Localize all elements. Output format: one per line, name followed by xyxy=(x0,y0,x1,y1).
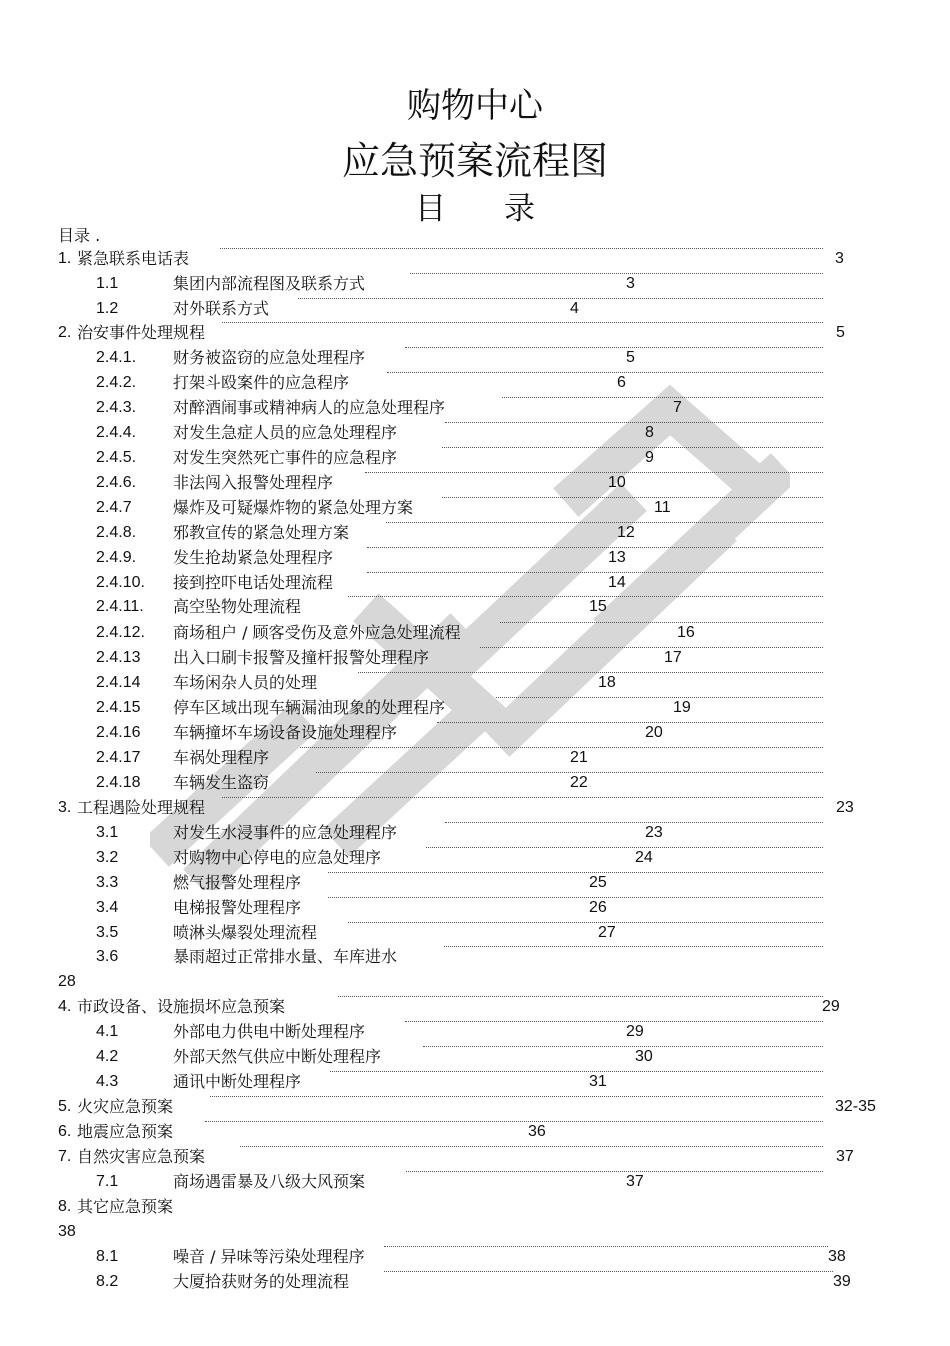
toc-entry-number: 2.4.18 xyxy=(96,774,141,791)
dot-leader xyxy=(210,1096,823,1097)
dot-leader xyxy=(386,522,823,523)
toc-entry-page: 28 xyxy=(58,973,76,990)
toc-entry-page: 11 xyxy=(654,499,671,516)
dot-leader xyxy=(330,1071,823,1072)
toc-entry-number: 3.4 xyxy=(96,899,119,916)
toc-entry xyxy=(0,298,950,320)
toc-entry xyxy=(0,322,950,344)
toc-entry-page: 27 xyxy=(598,924,616,941)
toc-entry xyxy=(0,522,950,544)
toc-entry-page: 3 xyxy=(835,250,844,267)
toc-entry-title: 市政设备、设施损坏应急预案 xyxy=(77,997,286,1016)
toc-entry-number: 8.2 xyxy=(96,1273,119,1290)
toc-entry-page: 22 xyxy=(570,774,588,791)
toc-entry-number: 3.1 xyxy=(96,824,119,841)
toc-entry-title: 对外联系方式 xyxy=(173,299,270,318)
toc-entry xyxy=(0,422,950,444)
toc-entry-title: 财务被盗窃的应急处理程序 xyxy=(173,348,366,367)
toc-entry xyxy=(0,1046,950,1068)
toc-entry-number: 2. xyxy=(58,324,72,341)
toc-entry-page: 21 xyxy=(570,749,588,766)
toc-entry-number: 8. xyxy=(58,1198,72,1215)
toc-entry-page: 26 xyxy=(589,899,607,916)
toc-entry-title: 自然灾害应急预案 xyxy=(77,1147,206,1166)
toc-entry-page: 29 xyxy=(626,1023,644,1040)
toc-entry-page: 30 xyxy=(635,1048,653,1065)
toc-entry xyxy=(0,847,950,869)
toc-entry-number: 2.4.4. xyxy=(96,424,137,441)
toc-entry-number: 5. xyxy=(58,1098,72,1115)
toc-entry xyxy=(0,797,950,819)
dot-leader xyxy=(384,1246,828,1247)
dot-leader xyxy=(367,547,823,548)
toc-entry-title: 对发生突然死亡事件的应急程序 xyxy=(173,448,398,467)
toc-entry xyxy=(0,697,950,719)
dot-leader xyxy=(298,298,823,299)
toc-entry-title: 电梯报警处理程序 xyxy=(173,898,302,917)
toc-entry-title: 非法闯入报警处理程序 xyxy=(173,473,334,492)
toc-entry-title: 接到控吓电话处理流程 xyxy=(173,573,334,592)
toc-entry xyxy=(0,1071,950,1093)
toc-entry-title: 燃气报警处理程序 xyxy=(173,873,302,892)
toc-entry-number: 2.4.3. xyxy=(96,399,137,416)
toc-entry-number: 2.4.12. xyxy=(96,624,145,641)
toc-entry-title: 治安事件处理规程 xyxy=(77,323,206,342)
toc-entry-page: 14 xyxy=(608,574,626,591)
toc-entry-page: 17 xyxy=(664,649,682,666)
toc-entry-number: 4.1 xyxy=(96,1023,119,1040)
toc-entry-page: 32-35 xyxy=(835,1098,876,1115)
toc-entry xyxy=(0,672,950,694)
toc-entry-page: 6 xyxy=(617,374,626,391)
toc-entry-number: 4.2 xyxy=(96,1048,119,1065)
dot-leader xyxy=(365,472,823,473)
toc-entry-page: 19 xyxy=(673,699,691,716)
toc-entry-page: 25 xyxy=(589,874,607,891)
toc-entry-title: 车辆发生盗窃 xyxy=(173,773,270,792)
dot-leader xyxy=(222,322,823,323)
contents-title: 目录 xyxy=(415,191,593,227)
toc-entry xyxy=(0,722,950,744)
toc-entry-title: 打架斗殴案件的应急程序 xyxy=(173,373,350,392)
toc-entry-title: 火灾应急预案 xyxy=(77,1097,174,1116)
toc-entry-page: 10 xyxy=(608,474,626,491)
toc-entry-number: 7.1 xyxy=(96,1173,119,1190)
dot-leader xyxy=(348,596,823,597)
toc-entry xyxy=(0,273,950,295)
toc-entry xyxy=(0,447,950,469)
toc-entry-number: 2.4.17 xyxy=(96,749,141,766)
toc-entry-title: 其它应急预案 xyxy=(77,1197,174,1216)
toc-entry xyxy=(0,472,950,494)
toc-entry-number: 2.4.1. xyxy=(96,349,137,366)
dot-leader xyxy=(405,1021,823,1022)
toc-entry-title: 对醉酒闹事或精神病人的应急处理程序 xyxy=(173,398,446,417)
toc-entry-title: 通讯中断处理程序 xyxy=(173,1072,302,1091)
toc-entry-title: 商场遇雷暴及八级大风预案 xyxy=(173,1172,366,1191)
dot-leader xyxy=(445,422,823,423)
toc-entry-number: 1.1 xyxy=(96,275,119,292)
toc-entry-page: 38 xyxy=(58,1223,76,1240)
toc-entry xyxy=(0,547,950,569)
dot-leader xyxy=(300,747,823,748)
toc-entry-number: 2.4.13 xyxy=(96,649,141,666)
toc-entry-page: 37 xyxy=(836,1148,854,1165)
toc-entry-number: 2.4.6. xyxy=(96,474,137,491)
toc-entry xyxy=(0,897,950,919)
toc-entry xyxy=(0,372,950,394)
dot-leader xyxy=(442,497,823,498)
toc-entry-number: 4.3 xyxy=(96,1073,119,1090)
toc-entry-page: 15 xyxy=(589,598,607,615)
toc-entry-number: 3.2 xyxy=(96,849,119,866)
toc-entry-number: 2.4.10. xyxy=(96,574,145,591)
dot-leader xyxy=(405,347,823,348)
toc-entry-number: 8.1 xyxy=(96,1248,119,1265)
toc-entry-number: 7. xyxy=(58,1148,72,1165)
toc-entry-number: 6. xyxy=(58,1123,72,1140)
toc-entry-page: 20 xyxy=(645,724,663,741)
toc-entry xyxy=(0,1121,950,1143)
toc-heading: 目录 . xyxy=(58,226,101,245)
toc-entry-page: 9 xyxy=(645,449,654,466)
toc-entry-page: 38 xyxy=(828,1248,846,1265)
toc-entry xyxy=(0,1171,950,1193)
toc-entry-title: 对发生急症人员的应急处理程序 xyxy=(173,423,398,442)
dot-leader xyxy=(496,697,823,698)
dot-leader xyxy=(437,722,823,723)
toc-entry-page: 37 xyxy=(626,1173,644,1190)
dot-leader xyxy=(328,872,823,873)
toc-entry xyxy=(0,971,950,993)
dot-leader xyxy=(387,372,823,373)
dot-leader xyxy=(500,622,823,623)
toc-entry-number: 2.4.7 xyxy=(96,499,132,516)
dot-leader xyxy=(328,897,823,898)
toc-entry-title: 紧急联系电话表 xyxy=(77,249,190,268)
toc-entry xyxy=(0,622,950,644)
toc-entry-page: 23 xyxy=(645,824,663,841)
toc-entry xyxy=(0,822,950,844)
toc-entry-number: 3.6 xyxy=(96,948,119,965)
toc-entry-page: 4 xyxy=(570,300,579,317)
toc-entry-number: 2.4.15 xyxy=(96,699,141,716)
toc-entry-title: 集团内部流程图及联系方式 xyxy=(173,274,366,293)
toc-entry-page: 7 xyxy=(673,399,682,416)
dot-leader xyxy=(406,1171,823,1172)
toc-entry-number: 2.4.2. xyxy=(96,374,137,391)
toc-entry-page: 31 xyxy=(589,1073,607,1090)
toc-entry-page: 36 xyxy=(528,1123,546,1140)
toc-entry xyxy=(0,772,950,794)
toc-entry-title: 车场闲杂人员的处理 xyxy=(173,673,318,692)
toc-entry-title: 高空坠物处理流程 xyxy=(173,597,302,616)
toc-entry-title: 商场租户 / 顾客受伤及意外应急处理流程 xyxy=(173,623,461,642)
document-title: 购物中心 xyxy=(407,86,543,126)
toc-entry xyxy=(0,872,950,894)
dot-leader xyxy=(445,822,823,823)
dot-leader xyxy=(348,922,823,923)
toc-entry xyxy=(0,572,950,594)
toc-entry xyxy=(0,647,950,669)
toc-entry-number: 1.2 xyxy=(96,300,119,317)
toc-entry-page: 5 xyxy=(626,349,635,366)
toc-entry xyxy=(0,596,950,618)
dot-leader xyxy=(220,248,823,249)
toc-entry-number: 1. xyxy=(58,250,72,267)
toc-entry xyxy=(0,922,950,944)
toc-entry-title: 噪音 / 异味等污染处理程序 xyxy=(173,1247,365,1266)
toc-entry-title: 工程遇险处理规程 xyxy=(77,798,206,817)
toc-heading-row xyxy=(0,225,950,247)
toc-entry-number: 2.4.11. xyxy=(96,598,144,615)
toc-entry-title: 地震应急预案 xyxy=(77,1122,174,1141)
toc-entry-page: 24 xyxy=(635,849,653,866)
toc-entry xyxy=(0,248,950,270)
toc-entry-title: 外部电力供电中断处理程序 xyxy=(173,1022,366,1041)
toc-entry-number: 2.4.5. xyxy=(96,449,137,466)
toc-entry-page: 29 xyxy=(822,998,840,1015)
toc-entry-number: 3.5 xyxy=(96,924,119,941)
dot-leader xyxy=(222,797,823,798)
toc-entry-page: 13 xyxy=(608,549,626,566)
toc-entry xyxy=(0,1096,950,1118)
toc-entry-page: 23 xyxy=(836,799,854,816)
toc-entry-title: 外部天然气供应中断处理程序 xyxy=(173,1047,382,1066)
dot-leader xyxy=(444,946,823,947)
toc-entry-number: 3.3 xyxy=(96,874,119,891)
dot-leader xyxy=(426,847,823,848)
toc-entry xyxy=(0,1196,950,1218)
toc-entry-title: 车祸处理程序 xyxy=(173,748,270,767)
toc-entry xyxy=(0,1146,950,1168)
dot-leader xyxy=(423,1046,823,1047)
toc-entry-title: 出入口刷卡报警及撞杆报警处理程序 xyxy=(173,648,430,667)
dot-leader xyxy=(480,647,823,648)
toc-entry-page: 3 xyxy=(626,275,635,292)
toc-entry-page: 8 xyxy=(645,424,654,441)
toc-entry-title: 停车区域出现车辆漏油现象的处理程序 xyxy=(173,698,446,717)
toc-entry-number: 2.4.9. xyxy=(96,549,137,566)
toc-entry xyxy=(0,946,950,968)
toc-entry-title: 对发生水浸事件的应急处理程序 xyxy=(173,823,398,842)
dot-leader xyxy=(240,1146,823,1147)
dot-leader xyxy=(442,447,823,448)
toc-entry-number: 2.4.16 xyxy=(96,724,141,741)
toc-entry xyxy=(0,397,950,419)
dot-leader xyxy=(410,273,823,274)
dot-leader xyxy=(338,996,823,997)
toc-entry-title: 暴雨超过正常排水量、车库进水 xyxy=(173,947,398,966)
toc-entry-title: 发生抢劫紧急处理程序 xyxy=(173,548,334,567)
toc-entry-page: 39 xyxy=(833,1273,851,1290)
dot-leader xyxy=(205,1121,823,1122)
document-subtitle: 应急预案流程图 xyxy=(341,139,608,183)
dot-leader xyxy=(384,1271,833,1272)
toc-entry-title: 喷淋头爆裂处理流程 xyxy=(173,923,318,942)
toc-entry-number: 2.4.14 xyxy=(96,674,141,691)
toc-entry-title: 爆炸及可疑爆炸物的紧急处理方案 xyxy=(173,498,414,517)
toc-entry xyxy=(0,347,950,369)
toc-entry-number: 2.4.8. xyxy=(96,524,137,541)
toc-entry xyxy=(0,1271,950,1293)
toc-entry-page: 18 xyxy=(598,674,616,691)
toc-entry-number: 3. xyxy=(58,799,72,816)
toc-entry-page: 16 xyxy=(677,624,695,641)
toc-entry-title: 大厦拾获财务的处理流程 xyxy=(173,1272,350,1291)
dot-leader xyxy=(358,672,823,673)
dot-leader xyxy=(502,397,823,398)
toc-entry-page: 12 xyxy=(617,524,635,541)
toc-entry-page: 5 xyxy=(836,324,845,341)
toc-entry-title: 车辆撞坏车场设备设施处理程序 xyxy=(173,723,398,742)
toc-entry xyxy=(0,996,950,1018)
dot-leader xyxy=(367,572,823,573)
toc-entry xyxy=(0,747,950,769)
toc-entry xyxy=(0,497,950,519)
toc-entry-title: 邪教宣传的紧急处理方案 xyxy=(173,523,350,542)
toc-entry-title: 对购物中心停电的应急处理序 xyxy=(173,848,382,867)
toc-entry-number: 4. xyxy=(58,998,72,1015)
toc-entry xyxy=(0,1221,950,1243)
toc-entry xyxy=(0,1021,950,1043)
toc-entry xyxy=(0,1246,950,1268)
